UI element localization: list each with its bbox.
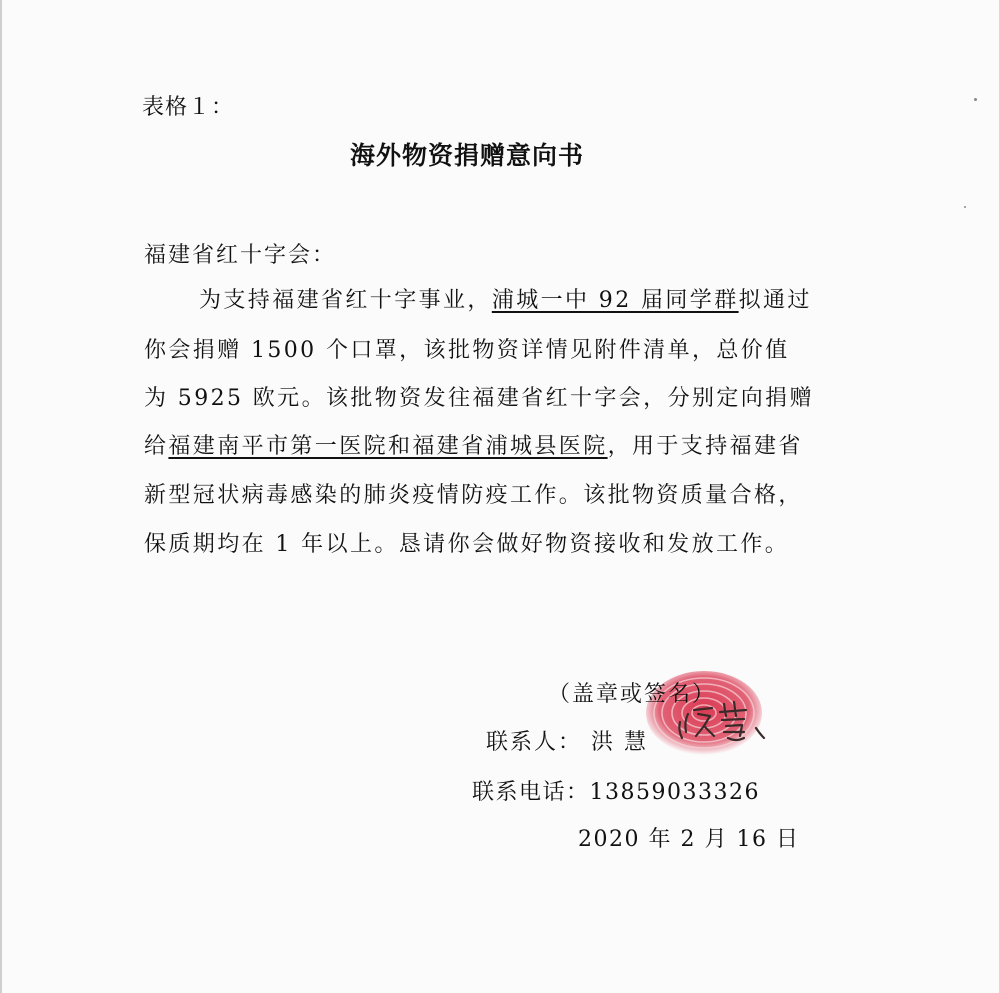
form-label: 表格１： (142, 95, 235, 120)
phone-line (472, 775, 760, 806)
scan-speck (974, 98, 977, 101)
body-line-5: 新型冠状病毒感染的肺炎疫情防疫工作。该批物资质量合格， (144, 483, 803, 508)
seal-or-signature-label: （盖章或签名） (548, 682, 717, 707)
body-line-4 (144, 429, 803, 460)
contact-line (486, 725, 648, 756)
document-title: 海外物资捐赠意向书 (350, 141, 585, 170)
contact-name: 洪 慧 (591, 730, 649, 755)
body-line-4-c: ，用于支持福建省 (607, 434, 803, 459)
donor-name-underlined: 浦城一中 92 届同学群 (491, 288, 739, 313)
recipients-underlined: 福建南平市第一医院和福建省浦城县医院 (168, 434, 608, 459)
scan-speck (964, 206, 966, 208)
salutation: 福建省红十字会： (144, 243, 337, 268)
body-line-1-a: 为支持福建省红十字事业， (199, 288, 492, 313)
phone-label: 联系电话： (472, 780, 590, 805)
body-line-1 (199, 283, 812, 314)
body-line-3: 为 5925 欧元。该批物资发往福建省红十字会，分别定向捐赠 (144, 386, 814, 411)
contact-label: 联系人： (486, 730, 583, 755)
document-date: 2020 年 2 月 16 日 (578, 827, 800, 852)
body-line-4-a: 给 (144, 434, 169, 459)
body-line-1-c: 拟通过 (738, 288, 812, 313)
handwritten-signature (674, 692, 774, 752)
body-line-6: 保质期均在 1 年以上。恳请你会做好物资接收和发放工作。 (144, 532, 790, 557)
phone-number: 13859033326 (589, 780, 760, 805)
body-line-2: 你会捐赠 1500 个口罩，该批物资详情见附件清单，总价值 (144, 338, 790, 363)
